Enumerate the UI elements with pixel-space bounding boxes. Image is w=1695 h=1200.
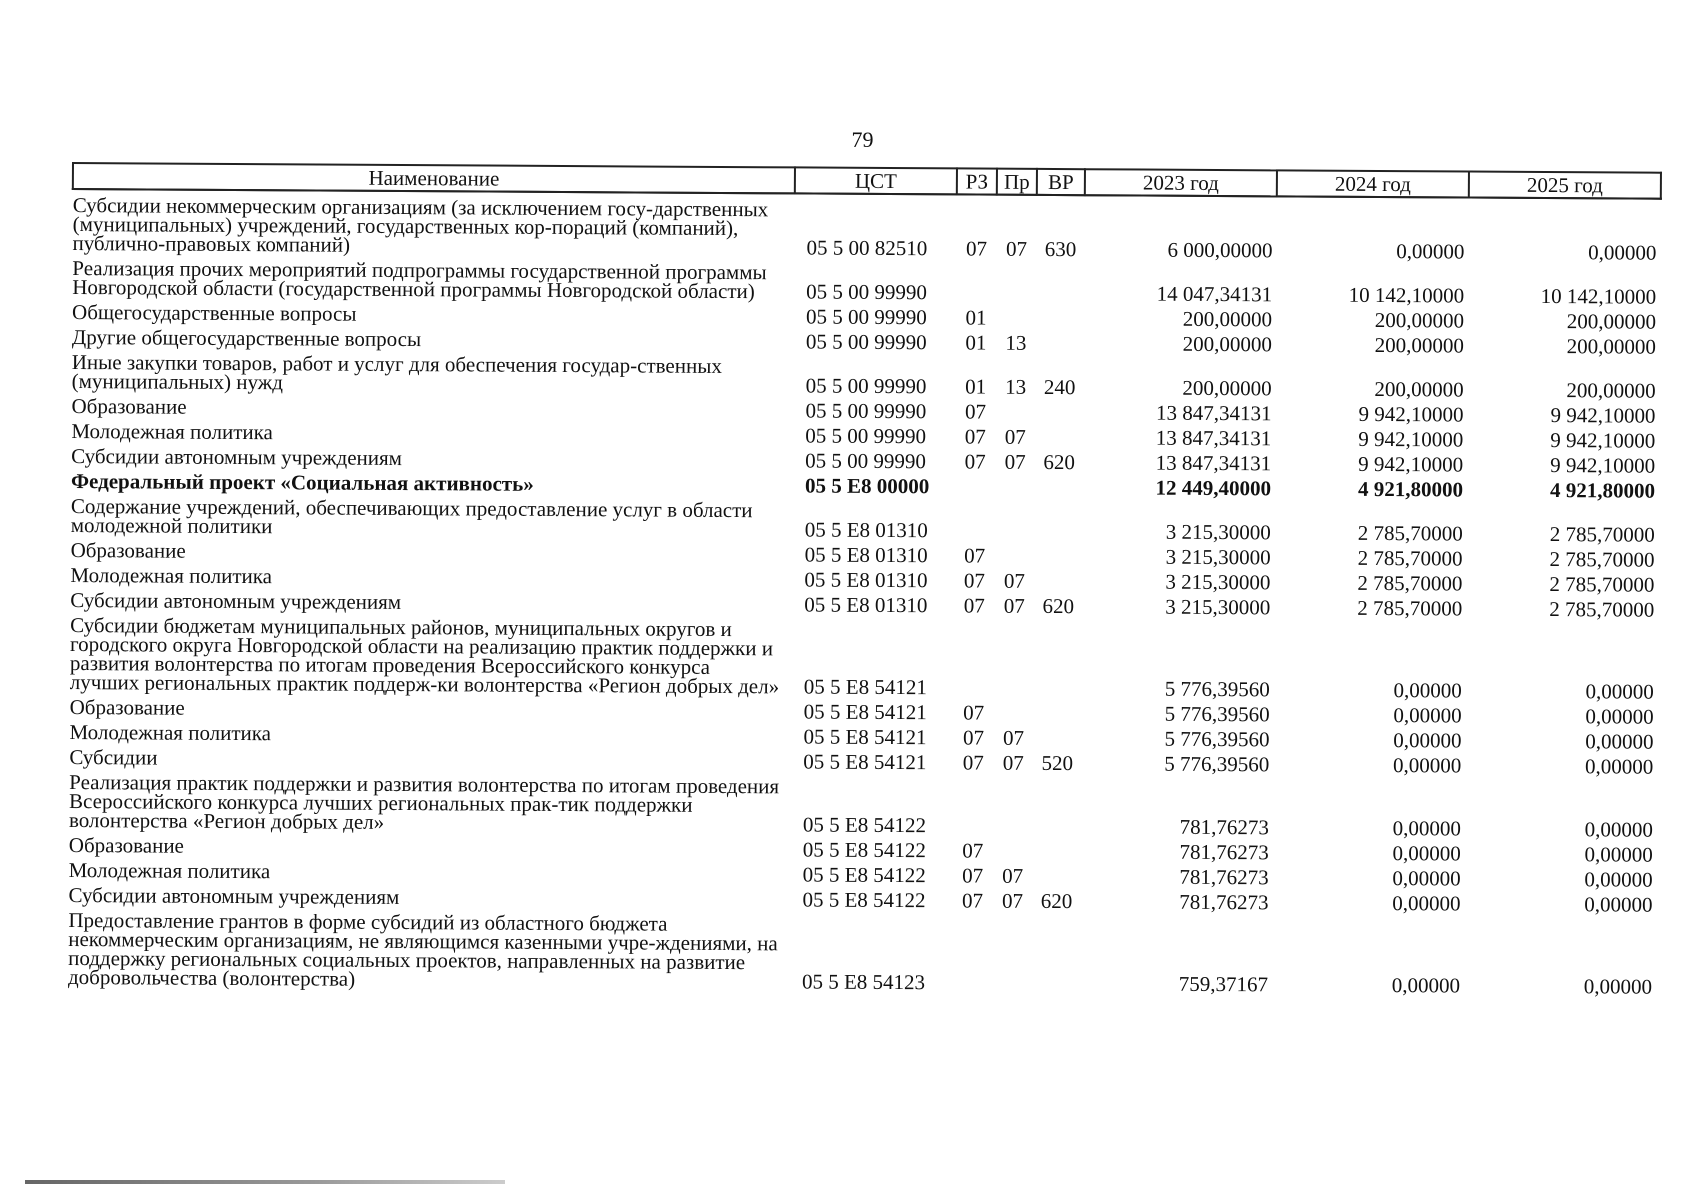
row-vr-cell bbox=[1033, 773, 1081, 836]
row-name-cell: Субсидии бюджетам муниципальных районов, муниципальных округов и городского округа Новгородской области на реализацию практик поддержки и развития волонтерства по итогам проведения Всероссийского конкурса лучших региональных практик поддерж-ки волонтерства «Регион добрых дел» bbox=[69, 612, 780, 699]
table-row bbox=[70, 610, 1658, 702]
row-name-cell: Общегосударственные вопросы bbox=[72, 300, 357, 326]
row-2025-value: 0,00000 bbox=[1583, 974, 1653, 999]
row-name-cell: Молодежная политика bbox=[71, 419, 273, 445]
row-cst-cell: 05 5 00 82510 bbox=[806, 235, 928, 261]
row-2023-value: 781,76273 bbox=[1179, 864, 1269, 890]
row-2025-value: 0,00000 bbox=[1585, 754, 1654, 779]
row-2024-value: 200,00000 bbox=[1374, 307, 1465, 333]
row-pr-cell: 07 bbox=[1002, 863, 1024, 888]
row-2023-value: 5 776,39560 bbox=[1164, 676, 1270, 702]
row-2024-value: 10 142,10000 bbox=[1348, 282, 1465, 308]
row-rz-cell: 01 bbox=[965, 305, 987, 330]
row-2024-value: 0,00000 bbox=[1393, 703, 1462, 728]
row-2025-value: 200,00000 bbox=[1566, 334, 1656, 359]
row-pr-cell: 07 bbox=[1004, 449, 1026, 474]
row-2025-value: 0,00000 bbox=[1584, 867, 1653, 892]
page-number: 79 bbox=[851, 127, 874, 152]
table-row bbox=[68, 905, 1656, 997]
row-2023-value: 200,00000 bbox=[1182, 331, 1272, 357]
row-2025-value: 2 785,70000 bbox=[1549, 547, 1655, 572]
row-name-cell: Иные закупки товаров, работ и услуг для обеспечения государ-ственных (муниципальных) нужд bbox=[71, 350, 722, 395]
row-2024-value: 200,00000 bbox=[1374, 376, 1464, 402]
row-rz-cell: 07 bbox=[964, 399, 987, 424]
row-2025-value: 9 942,10000 bbox=[1550, 453, 1656, 478]
row-2023-value: 13 847,34131 bbox=[1155, 400, 1272, 426]
row-name-cell: Реализация практик поддержки и развития волонтерства по итогам проведения Всероссийского конкурса лучших региональных прак-тик поддержки волонтерства «Регион добрых дел» bbox=[68, 769, 780, 834]
row-2024-value: 0,00000 bbox=[1391, 973, 1461, 998]
row-rz-cell: 07 bbox=[964, 449, 986, 474]
row-rz-cell bbox=[954, 615, 995, 697]
row-2023-value: 781,76273 bbox=[1179, 814, 1270, 840]
row-pr-cell: 07 bbox=[1001, 888, 1024, 913]
row-2024-value: 4 921,80000 bbox=[1357, 476, 1464, 502]
row-2023-value: 14 047,34131 bbox=[1156, 281, 1273, 307]
row-rz-cell: 07 bbox=[963, 568, 986, 593]
row-pr-cell: 07 bbox=[1003, 568, 1026, 593]
row-name-cell: Субсидии автономным учреждениям bbox=[70, 587, 402, 615]
row-name-cell: Субсидии некоммерческим организациям (за исключением госу-дарственных (муниципальных) учреждений, государственных кор-пораций (компаний), публично-правовых компаний) bbox=[72, 193, 769, 257]
row-vr-cell bbox=[1035, 472, 1083, 497]
row-rz-cell bbox=[952, 910, 993, 992]
row-pr-cell bbox=[994, 698, 1034, 723]
row-2024-value: 2 785,70000 bbox=[1357, 595, 1463, 621]
row-vr-cell bbox=[1035, 541, 1083, 566]
row-name-cell: Другие общегосударственные вопросы bbox=[71, 325, 422, 352]
row-2023-value: 3 215,30000 bbox=[1165, 544, 1271, 570]
row-2025-value: 0,00000 bbox=[1584, 842, 1653, 867]
row-cst-cell: 05 5 E8 01310 bbox=[804, 592, 928, 618]
column-header-vr: ВР bbox=[1037, 169, 1085, 195]
row-vr-cell bbox=[1034, 566, 1082, 591]
row-name-cell: Молодежная политика bbox=[68, 857, 271, 884]
row-rz-cell: 07 bbox=[962, 725, 985, 750]
row-2023-value: 200,00000 bbox=[1182, 375, 1272, 401]
row-name-cell: Молодежная политика bbox=[69, 719, 272, 746]
table-row bbox=[69, 767, 1657, 840]
row-cst-cell: 05 5 E8 01310 bbox=[804, 517, 928, 543]
column-header-2023: 2023 год bbox=[1085, 169, 1277, 196]
row-2023-value: 781,76273 bbox=[1179, 839, 1269, 865]
row-2024-value: 0,00000 bbox=[1392, 891, 1461, 916]
row-name-cell: Образование bbox=[70, 537, 186, 563]
row-2024-value: 200,00000 bbox=[1374, 332, 1464, 358]
row-cst-cell: 05 5 00 99990 bbox=[805, 398, 927, 424]
row-name-cell: Содержание учреждений, обеспечивающих предоставление услуг в области молодежной политики bbox=[70, 493, 753, 539]
row-cst-cell: 05 5 E8 54121 bbox=[803, 674, 927, 700]
row-cst-cell: 05 5 00 99990 bbox=[805, 329, 927, 355]
row-name-cell: Федеральный проект «Социальная активность» bbox=[70, 469, 534, 496]
row-2023-value: 5 776,39560 bbox=[1164, 726, 1270, 752]
row-2025-value: 200,00000 bbox=[1566, 309, 1657, 334]
row-pr-cell: 07 bbox=[1005, 236, 1028, 261]
column-header-rz: РЗ bbox=[957, 168, 997, 194]
row-pr-cell bbox=[996, 303, 1036, 328]
row-2023-value: 6 000,00000 bbox=[1167, 237, 1273, 263]
row-cst-cell: 05 5 E8 01310 bbox=[804, 542, 928, 568]
row-2025-value: 200,00000 bbox=[1566, 378, 1656, 403]
row-2023-value: 200,00000 bbox=[1182, 306, 1273, 332]
row-2023-value: 3 215,30000 bbox=[1165, 594, 1271, 620]
row-2024-value: 9 942,10000 bbox=[1358, 401, 1464, 427]
row-pr-cell bbox=[995, 397, 1035, 422]
row-vr-cell: 630 bbox=[1044, 236, 1077, 262]
row-vr-cell bbox=[1035, 397, 1083, 422]
row-2025-value: 2 785,70000 bbox=[1549, 522, 1655, 547]
row-name-cell: Субсидии автономным учреждениям bbox=[68, 882, 400, 910]
row-2024-value: 9 942,10000 bbox=[1358, 426, 1464, 452]
row-name-cell: Предоставление грантов в форме субсидий из областного бюджета некоммерческим организациям, не являющимся казенными учре-ждениями, на поддержку региональных социальных проектов, направленных на развитие добровольчества (волонтерства) bbox=[67, 907, 778, 991]
row-2024-value: 0,00000 bbox=[1392, 816, 1462, 841]
row-vr-cell bbox=[1036, 303, 1084, 328]
row-cst-cell: 05 5 E8 00000 bbox=[804, 473, 930, 499]
table-body bbox=[68, 189, 1661, 997]
row-2023-value: 13 847,34131 bbox=[1155, 450, 1272, 476]
row-rz-cell bbox=[955, 471, 995, 496]
row-2024-value: 9 942,10000 bbox=[1358, 451, 1464, 477]
column-header-name: Наименование bbox=[73, 163, 795, 193]
row-pr-cell: 07 bbox=[1002, 725, 1025, 750]
row-2023-value: 781,76273 bbox=[1179, 889, 1269, 915]
row-vr-cell bbox=[1033, 723, 1081, 748]
table-row bbox=[72, 189, 1660, 263]
row-vr-cell bbox=[1035, 422, 1083, 447]
row-pr-cell bbox=[995, 472, 1035, 497]
row-vr-cell bbox=[1033, 836, 1081, 861]
row-pr-cell: 13 bbox=[1005, 330, 1027, 355]
row-cst-cell: 05 5 E8 54122 bbox=[802, 837, 926, 863]
row-rz-cell: 07 bbox=[963, 593, 985, 618]
row-2024-value: 0,00000 bbox=[1396, 239, 1465, 264]
row-pr-cell bbox=[992, 911, 1033, 993]
column-header-2024: 2024 год bbox=[1277, 170, 1469, 197]
row-2023-value: 12 449,40000 bbox=[1155, 475, 1272, 501]
row-2025-value: 0,00000 bbox=[1584, 817, 1654, 842]
row-2025-value: 0,00000 bbox=[1585, 729, 1654, 754]
row-rz-cell bbox=[953, 772, 993, 835]
row-name-cell: Молодежная политика bbox=[70, 562, 273, 589]
scan-edge-line bbox=[25, 1180, 505, 1184]
row-rz-cell: 01 bbox=[965, 374, 987, 399]
row-rz-cell: 07 bbox=[962, 863, 984, 888]
row-pr-cell bbox=[995, 497, 1035, 541]
row-2024-value: 0,00000 bbox=[1392, 866, 1461, 891]
row-2024-value: 2 785,70000 bbox=[1357, 520, 1463, 546]
row-pr-cell bbox=[996, 259, 1036, 303]
row-name-cell: Образование bbox=[68, 832, 185, 858]
row-rz-cell: 01 bbox=[965, 330, 987, 355]
row-pr-cell bbox=[995, 541, 1035, 566]
row-rz-cell: 07 bbox=[963, 700, 985, 725]
row-pr-cell bbox=[993, 773, 1033, 836]
row-rz-cell: 07 bbox=[965, 236, 988, 261]
row-vr-cell bbox=[1034, 698, 1082, 723]
row-cst-cell: 05 5 00 99990 bbox=[806, 279, 928, 305]
row-vr-cell: 620 bbox=[1042, 593, 1075, 619]
row-2023-value: 5 776,39560 bbox=[1164, 701, 1270, 727]
row-2025-value: 10 142,10000 bbox=[1540, 283, 1657, 309]
row-pr-cell bbox=[993, 836, 1033, 861]
row-cst-cell: 05 5 00 99990 bbox=[805, 373, 927, 399]
row-vr-cell: 520 bbox=[1041, 750, 1074, 776]
row-pr-cell: 13 bbox=[1005, 374, 1027, 399]
row-cst-cell: 05 5 00 99990 bbox=[805, 423, 927, 449]
row-2023-value: 759,37167 bbox=[1178, 971, 1269, 997]
row-cst-cell: 05 5 E8 54122 bbox=[802, 812, 927, 838]
row-2023-value: 3 215,30000 bbox=[1165, 519, 1271, 545]
row-vr-cell: 620 bbox=[1040, 888, 1073, 914]
row-rz-cell: 07 bbox=[964, 543, 986, 568]
row-2025-value: 0,00000 bbox=[1588, 240, 1657, 265]
row-2025-value: 9 942,10000 bbox=[1550, 428, 1656, 453]
row-2024-value: 0,00000 bbox=[1393, 728, 1462, 753]
budget-table bbox=[67, 162, 1662, 997]
row-2024-value: 0,00000 bbox=[1392, 841, 1461, 866]
row-cst-cell: 05 5 E8 54121 bbox=[803, 699, 927, 725]
row-rz-cell bbox=[955, 496, 995, 540]
row-name-cell: Субсидии bbox=[69, 744, 158, 770]
row-2025-value: 0,00000 bbox=[1585, 704, 1654, 729]
row-name-cell: Субсидии автономным учреждениям bbox=[71, 444, 403, 471]
row-2023-value: 13 847,34131 bbox=[1155, 425, 1272, 451]
row-pr-cell bbox=[994, 616, 1035, 698]
row-vr-cell bbox=[1036, 259, 1084, 303]
row-rz-cell: 07 bbox=[961, 888, 984, 913]
row-cst-cell: 05 5 E8 01310 bbox=[804, 567, 928, 593]
row-vr-cell: 620 bbox=[1043, 449, 1076, 475]
row-vr-cell: 240 bbox=[1043, 374, 1076, 400]
row-cst-cell: 05 5 E8 54121 bbox=[803, 724, 927, 750]
row-rz-cell bbox=[956, 258, 996, 302]
row-2025-value: 9 942,10000 bbox=[1550, 403, 1656, 428]
row-rz-cell: 07 bbox=[962, 838, 984, 863]
row-2025-value: 4 921,80000 bbox=[1549, 478, 1656, 503]
row-cst-cell: 05 5 E8 54122 bbox=[802, 862, 926, 888]
column-header-cst: ЦСТ bbox=[795, 167, 957, 194]
row-2025-value: 0,00000 bbox=[1584, 892, 1653, 917]
row-cst-cell: 05 5 00 99990 bbox=[805, 304, 927, 330]
column-header-2025: 2025 год bbox=[1469, 172, 1661, 199]
row-pr-cell: 07 bbox=[1004, 424, 1026, 449]
row-cst-cell: 05 5 E8 54121 bbox=[803, 749, 927, 775]
row-vr-cell bbox=[1036, 328, 1084, 353]
row-pr-cell: 07 bbox=[1003, 593, 1025, 618]
row-vr-cell bbox=[1035, 497, 1083, 541]
row-name-cell: Образование bbox=[71, 394, 187, 419]
row-2024-value: 2 785,70000 bbox=[1357, 545, 1463, 571]
row-2025-value: 2 785,70000 bbox=[1549, 597, 1655, 622]
row-2025-value: 2 785,70000 bbox=[1549, 572, 1655, 597]
row-2023-value: 3 215,30000 bbox=[1165, 569, 1271, 595]
row-cst-cell: 05 5 E8 54123 bbox=[801, 969, 926, 995]
row-cst-cell: 05 5 E8 54122 bbox=[802, 887, 926, 913]
row-name-cell: Реализация прочих мероприятий подпрограммы государственной программы Новгородской области (государственной программы Новгородской области) bbox=[72, 256, 767, 304]
row-2023-value: 5 776,39560 bbox=[1164, 751, 1270, 777]
row-2024-value: 2 785,70000 bbox=[1357, 570, 1463, 596]
budget-table-container bbox=[67, 162, 1660, 997]
row-rz-cell: 07 bbox=[964, 424, 986, 449]
row-vr-cell bbox=[1032, 911, 1081, 993]
row-cst-cell: 05 5 00 99990 bbox=[805, 448, 927, 474]
column-header-pr: Пр bbox=[997, 169, 1037, 195]
row-2024-value: 0,00000 bbox=[1393, 753, 1462, 778]
row-pr-cell: 07 bbox=[1002, 750, 1024, 775]
row-2025-value: 0,00000 bbox=[1585, 679, 1654, 704]
row-rz-cell: 07 bbox=[962, 750, 984, 775]
row-2024-value: 0,00000 bbox=[1393, 678, 1462, 703]
row-name-cell: Образование bbox=[69, 694, 185, 720]
row-vr-cell bbox=[1034, 616, 1083, 698]
row-vr-cell bbox=[1033, 861, 1081, 886]
